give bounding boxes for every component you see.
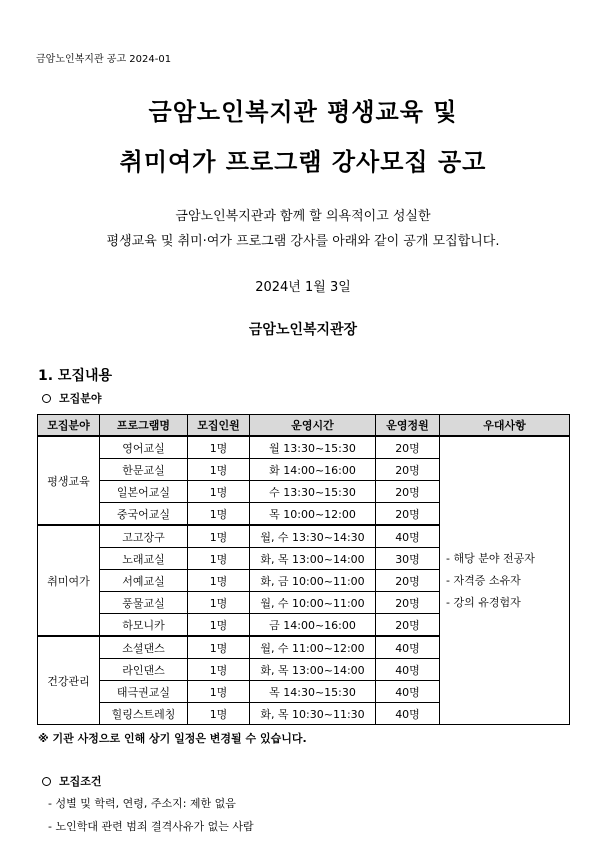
- program-cell: 소셜댄스: [100, 636, 188, 659]
- program-cell: 풍물교실: [100, 592, 188, 614]
- capacity-cell: 40명: [376, 636, 440, 659]
- count-cell: 1명: [188, 636, 250, 659]
- category-cell: 평생교육: [38, 436, 100, 525]
- capacity-cell: 40명: [376, 659, 440, 681]
- condition-item: - 노인학대 관련 범죄 결격사유가 없는 사람: [48, 820, 254, 833]
- time-cell: 목 10:00~12:00: [250, 503, 376, 526]
- count-cell: 1명: [188, 436, 250, 459]
- category-cell: 건강관리: [38, 636, 100, 725]
- count-cell: 1명: [188, 525, 250, 548]
- subheading-field: [42, 390, 102, 406]
- subheading-conditions-label: 모집조건: [59, 775, 102, 788]
- count-cell: 1명: [188, 548, 250, 570]
- count-cell: 1명: [188, 503, 250, 526]
- count-cell: 1명: [188, 592, 250, 614]
- program-cell: 힐링스트레칭: [100, 703, 188, 725]
- circle-bullet-icon: [42, 777, 51, 786]
- header-time: 운영시간: [250, 415, 376, 437]
- header-category: 모집분야: [38, 415, 100, 437]
- capacity-cell: 20명: [376, 481, 440, 503]
- table-row: [38, 436, 570, 459]
- count-cell: 1명: [188, 614, 250, 637]
- benefits-cell: [440, 436, 570, 725]
- capacity-cell: 20명: [376, 614, 440, 637]
- time-cell: 화, 목 13:00~14:00: [250, 548, 376, 570]
- time-cell: 금 14:00~16:00: [250, 614, 376, 637]
- category-cell: 취미여가: [38, 525, 100, 636]
- count-cell: 1명: [188, 659, 250, 681]
- program-cell: 노래교실: [100, 548, 188, 570]
- count-cell: 1명: [188, 681, 250, 703]
- program-cell: 서예교실: [100, 570, 188, 592]
- time-cell: 월, 수 10:00~11:00: [250, 592, 376, 614]
- capacity-cell: 40명: [376, 525, 440, 548]
- time-cell: 수 13:30~15:30: [250, 481, 376, 503]
- time-cell: 화, 금 10:00~11:00: [250, 570, 376, 592]
- capacity-cell: 20명: [376, 459, 440, 481]
- header-benefits: 우대사항: [440, 415, 570, 437]
- notice-number: 금암노인복지관 공고 2024-01: [36, 54, 172, 65]
- benefit-item: - 해당 분야 전공자: [446, 551, 535, 565]
- capacity-cell: 40명: [376, 703, 440, 725]
- header-program: 프로그램명: [100, 415, 188, 437]
- capacity-cell: 20명: [376, 436, 440, 459]
- table-header-row: [38, 415, 570, 437]
- capacity-cell: 20명: [376, 592, 440, 614]
- header-count: 모집인원: [188, 415, 250, 437]
- capacity-cell: 30명: [376, 548, 440, 570]
- schedule-change-note: ※ 기관 사정으로 인해 상기 일정은 변경될 수 있습니다.: [38, 732, 307, 745]
- page-title-line1: 금암노인복지관 평생교육 및: [148, 98, 458, 126]
- recruitment-table: [37, 414, 570, 725]
- time-cell: 목 14:30~15:30: [250, 681, 376, 703]
- capacity-cell: 20명: [376, 503, 440, 526]
- capacity-cell: 40명: [376, 681, 440, 703]
- count-cell: 1명: [188, 570, 250, 592]
- count-cell: 1명: [188, 459, 250, 481]
- circle-bullet-icon: [42, 394, 51, 403]
- program-cell: 한문교실: [100, 459, 188, 481]
- time-cell: 화, 목 10:30~11:30: [250, 703, 376, 725]
- time-cell: 월, 수 11:00~12:00: [250, 636, 376, 659]
- time-cell: 화, 목 13:00~14:00: [250, 659, 376, 681]
- benefit-item: - 강의 유경험자: [446, 595, 521, 609]
- page-title-line2: 취미여가 프로그램 강사모집 공고: [119, 148, 487, 176]
- program-cell: 영어교실: [100, 436, 188, 459]
- header-capacity: 운영정원: [376, 415, 440, 437]
- program-cell: 일본어교실: [100, 481, 188, 503]
- time-cell: 월 13:30~15:30: [250, 436, 376, 459]
- count-cell: 1명: [188, 703, 250, 725]
- subheading-conditions: [42, 773, 102, 789]
- intro-line1: 금암노인복지관과 함께 할 의욕적이고 성실한: [175, 209, 431, 224]
- program-cell: 라인댄스: [100, 659, 188, 681]
- program-cell: 고고장구: [100, 525, 188, 548]
- intro-line2: 평생교육 및 취미·여가 프로그램 강사를 아래와 같이 공개 모집합니다.: [106, 234, 500, 249]
- program-cell: 중국어교실: [100, 503, 188, 526]
- benefit-item: - 자격증 소유자: [446, 573, 521, 587]
- program-cell: 태극권교실: [100, 681, 188, 703]
- subheading-field-label: 모집분야: [59, 392, 102, 405]
- count-cell: 1명: [188, 481, 250, 503]
- organization-name: 금암노인복지관장: [248, 322, 358, 338]
- notice-date: 2024년 1월 3일: [255, 280, 351, 295]
- program-cell: 하모니카: [100, 614, 188, 637]
- time-cell: 화 14:00~16:00: [250, 459, 376, 481]
- section-heading-recruit: 1. 모집내용: [38, 368, 113, 384]
- condition-item: - 성별 및 학력, 연령, 주소지: 제한 없음: [48, 797, 236, 810]
- capacity-cell: 20명: [376, 570, 440, 592]
- time-cell: 월, 수 13:30~14:30: [250, 525, 376, 548]
